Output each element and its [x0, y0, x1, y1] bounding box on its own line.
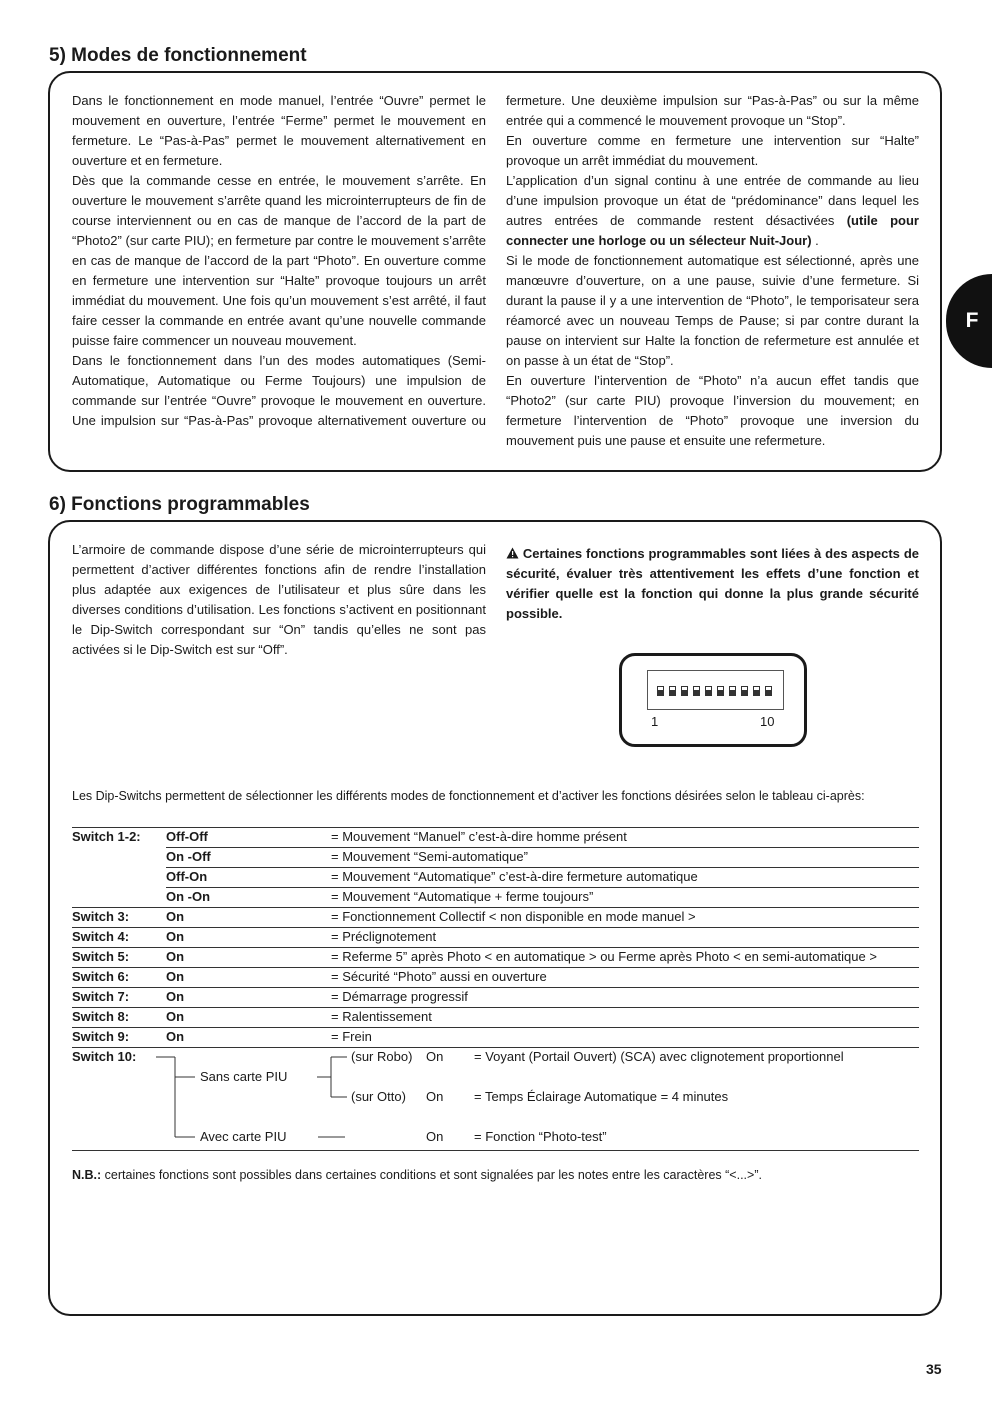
switch-value: On -Off [166, 849, 211, 864]
switch-desc: = Préclignotement [331, 929, 437, 944]
switch-desc: = Ralentissement [331, 1009, 432, 1024]
paragraph: L’armoire de commande dispose d’une série de microinterrupteurs qui permettent d’activer différentes fonctions afin de rendre l’installation plus adaptée aux exigences de l’utilisateur et plus sûre dans les diverses conditions d’utilisation. Les fonctions s’activent en positionnant le Dip-Switch correspondant sur “On” tandis qu’elles ne sont pas activées si le Dip-Switch est sur “Off”. [72, 542, 486, 657]
sans-carte-label: Sans carte PIU [200, 1069, 288, 1084]
paragraph: En ouverture l’intervention de “Photo” n’a aucun effet tandis que “Photo2” (sur carte PIU) provoque l’inversion du mouvement; en fermeture l’intervention de “Photo” provoque une inversion du mouvement puis une pause et ensuite une refermeture. [506, 373, 919, 448]
dip-switch-6 [717, 686, 724, 696]
page-number: 35 [926, 1361, 942, 1377]
switch-desc: = Mouvement “Semi-automatique” [331, 849, 528, 864]
otto-desc: = Temps Éclairage Automatique = 4 minutes [474, 1089, 729, 1104]
dip-switch-4 [693, 686, 700, 696]
switch-value: On [166, 929, 185, 944]
paragraph-bold-note: (utile pour connecter une horloge ou un sélecteur Nuit-Jour) [506, 213, 919, 248]
avec-carte-label: Avec carte PIU [200, 1129, 287, 1144]
switch-desc: = Sécurité “Photo” aussi en ouverture [331, 969, 547, 984]
section-5-left-column [72, 91, 486, 431]
switch-label: Switch 6: [72, 969, 130, 984]
table-row [72, 887, 919, 907]
dip-switch-10 [765, 686, 772, 696]
table-row [72, 927, 919, 947]
table-row [72, 967, 919, 987]
language-tab: F [946, 274, 992, 368]
section-6-left-column [72, 540, 486, 660]
paragraph: fermeture. Une deuxième impulsion sur “Pas-à-Pas” ou sur la même entrée qui a commencé le mouvement provoque un “Stop”. [506, 93, 919, 128]
switch-value: On [166, 1029, 185, 1044]
dip-switch-7 [729, 686, 736, 696]
switch-value: On [166, 949, 185, 964]
dip-switch-block [647, 670, 784, 710]
robo-on: On [426, 1049, 444, 1064]
switch-label: Switch 9: [72, 1029, 130, 1044]
paragraph [506, 171, 919, 251]
switch-desc: = Démarrage progressif [331, 989, 468, 1004]
table-row [72, 907, 919, 927]
robo-desc: = Voyant (Portail Ouvert) (SCA) avec clignotement proportionnel [474, 1049, 844, 1064]
avec-desc: = Fonction “Photo-test” [474, 1129, 607, 1144]
switch-value: On -On [166, 889, 211, 904]
warning-triangle-icon [506, 546, 519, 561]
dip-label-first: 1 [651, 714, 659, 729]
switch-label: Switch 8: [72, 1009, 130, 1024]
switch-label: Switch 7: [72, 989, 130, 1004]
paragraph-text: L’application d’un signal continu à une entrée de commande au lieu d’une impulsion provoque un état de “prédominance” dans lequel les autres entrées de commande restent désactivées [506, 173, 919, 228]
dip-switch-1 [657, 686, 664, 696]
switch-desc: = Mouvement “Automatique” c’est-à-dire fermeture automatique [331, 869, 698, 884]
paragraph: Si le mode de fonctionnement automatique est sélectionné, après une manœuvre d’ouverture, on a une pause, suivie d’une fermeture. Si durant la pause il y a une intervention de “Photo”, le temporisateur sera réamorcé avec un nouveau Temps de Pause; si par contre durant la pause on intervient sur Halte la fonction de refermeture est annulée et on passe à un état de “Stop”. [506, 253, 919, 368]
warning-text: Certaines fonctions programmables sont liées à des aspects de sécurité, évaluer très attentivement les effets d’une fonction et vérifier quelle est la fonction qui donne la plus grande sécurité possible. [506, 546, 919, 621]
table-row [72, 1027, 919, 1047]
dip-switch-5 [705, 686, 712, 696]
switch-value: On [166, 989, 185, 1004]
section-6-title: 6) Fonctions programmables [49, 494, 310, 515]
switch-desc: = Mouvement “Automatique + ferme toujours” [331, 889, 594, 904]
switch-label: Switch 3: [72, 909, 130, 924]
paragraph: En ouverture comme en fermeture une intervention sur “Halte” provoque un arrêt immédiat du mouvement. [506, 133, 919, 168]
switch-10-label: Switch 10: [72, 1049, 137, 1064]
section-5-title: 5) Modes de fonctionnement [49, 45, 307, 66]
dip-switch-8 [741, 686, 748, 696]
avec-on: On [426, 1129, 444, 1144]
table-bottom-rule [72, 1150, 919, 1151]
switch-value: On [166, 909, 185, 924]
switch-desc: = Fonctionnement Collectif < non disponible en mode manuel > [331, 909, 696, 924]
switch-value: Off-Off [166, 829, 208, 844]
switch-value: On [166, 969, 185, 984]
switch-desc: = Mouvement “Manuel” c’est-à-dire homme présent [331, 829, 627, 844]
otto-label: (sur Otto) [351, 1089, 406, 1104]
switch-value: Off-On [166, 869, 208, 884]
nb-label: N.B.: [72, 1168, 102, 1182]
section-5-right-column [506, 91, 919, 451]
switch-label: Switch 1-2: [72, 829, 141, 844]
table-row [72, 987, 919, 1007]
dip-switch-diagram [619, 653, 807, 747]
table-intro: Les Dip-Switchs permettent de sélectionner les différents modes de fonctionnement et d’activer les fonctions désirées selon le tableau ci-après: [72, 789, 865, 803]
switch-value: On [166, 1009, 185, 1024]
table-row [72, 847, 919, 867]
table-row [72, 947, 919, 967]
table-row [72, 867, 919, 887]
dip-switch-9 [753, 686, 760, 696]
table-row [72, 1007, 919, 1027]
nb-text: certaines fonctions sont possibles dans certaines conditions et sont signalées par les notes entre les caractères “<...>”. [104, 1168, 762, 1182]
switch-desc: = Frein [331, 1029, 372, 1044]
robo-label: (sur Robo) [351, 1049, 413, 1064]
paragraph-end: . [815, 233, 819, 248]
switch-desc: = Referme 5” après Photo < en automatique > ou Ferme après Photo < en semi-automatique > [331, 949, 877, 964]
warning-paragraph [506, 544, 919, 624]
paragraph: Dans le fonctionnement en mode manuel, l’entrée “Ouvre” permet le mouvement en ouverture, l’entrée “Ferme” permet le mouvement en fermeture. Le “Pas-à-Pas” permet le mouvement alternativement en ouverture et en fermeture. [72, 93, 486, 168]
switch-label: Switch 5: [72, 949, 130, 964]
dip-switch-3 [681, 686, 688, 696]
paragraph: Dès que la commande cesse en entrée, le mouvement s’arrête. En ouverture le mouvement s’arrête quand les microinterrupteurs de fin de course interviennent ou en cas de manque de l’accord de la part de “Photo2” (sur carte PIU); en fermeture par contre le mouvement s’arrête en cas de manque de l’accord de la part “Photo”. En ouverture comme en fermeture une intervention sur “Halte” provoque toujours un arrêt immédiat du mouvement. Une fois qu’un mouvement s’est arrêté, il faut faire cesser la commande en entrée avant qu’une nouvelle commande puisse faire commencer un nouveau mouvement. [72, 173, 486, 348]
warning-note [506, 544, 919, 624]
nota-bene [72, 1168, 762, 1182]
otto-on: On [426, 1089, 444, 1104]
dip-label-last: 10 [760, 714, 775, 729]
table-row [72, 827, 919, 847]
paragraph: Dans le fonctionnement dans l’un des modes automatiques (Semi-Automatique, Automatique ou Ferme Toujours) une impulsion de commande sur l’entrée “Ouvre” provoque le mouvement en ouverture. Une impulsion sur “Pas-à-Pas” provoque alternativement ouverture ou [72, 353, 486, 428]
switch-label: Switch 4: [72, 929, 130, 944]
dip-switch-2 [669, 686, 676, 696]
